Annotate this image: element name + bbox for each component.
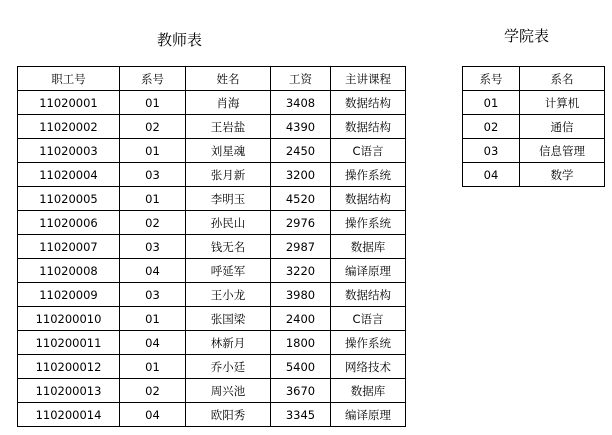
staff-id-cell: 11020008 [18,259,120,283]
salary-cell: 2976 [271,211,331,235]
staff-id-cell: 11020001 [18,91,120,115]
college-table [462,66,605,187]
course-cell: 操作系统 [331,331,406,355]
table-row [463,115,605,139]
staff-id-cell: 11020004 [18,163,120,187]
dept-id-cell: 03 [120,235,186,259]
dept-id-cell: 03 [463,139,520,163]
salary-cell: 2450 [271,139,331,163]
table-row [18,259,406,283]
staff-id-cell: 110200014 [18,403,120,427]
course-cell: 编译原理 [331,259,406,283]
course-cell: 数据库 [331,379,406,403]
table-row [18,235,406,259]
dept-id-cell: 01 [463,91,520,115]
table-row [463,163,605,187]
salary-cell: 3345 [271,403,331,427]
salary-cell: 1800 [271,331,331,355]
table-row [463,91,605,115]
course-cell: C语言 [331,307,406,331]
table-row [18,307,406,331]
salary-cell: 5400 [271,355,331,379]
header-dept-id: 系号 [463,67,520,91]
course-cell: 数据结构 [331,115,406,139]
table-row [18,355,406,379]
dept-name-cell: 通信 [520,115,605,139]
header-salary: 工资 [271,67,331,91]
table-row [18,91,406,115]
staff-id-cell: 110200012 [18,355,120,379]
dept-id-cell: 02 [120,379,186,403]
teacher-table [17,66,406,427]
staff-id-cell: 110200013 [18,379,120,403]
staff-id-cell: 11020009 [18,283,120,307]
name-cell: 林新月 [186,331,271,355]
salary-cell: 2987 [271,235,331,259]
table-row [18,139,406,163]
dept-id-cell: 03 [120,283,186,307]
header-staff-id: 职工号 [18,67,120,91]
name-cell: 周兴池 [186,379,271,403]
name-cell: 王岩盐 [186,115,271,139]
course-cell: 数据结构 [331,283,406,307]
salary-cell: 3670 [271,379,331,403]
salary-cell: 4520 [271,187,331,211]
name-cell: 欧阳秀 [186,403,271,427]
name-cell: 李明玉 [186,187,271,211]
course-cell: 数据结构 [331,187,406,211]
dept-id-cell: 04 [120,331,186,355]
course-cell: 操作系统 [331,211,406,235]
name-cell: 钱无名 [186,235,271,259]
table-row [18,187,406,211]
dept-id-cell: 01 [120,355,186,379]
teacher-header-row [18,67,406,91]
dept-id-cell: 04 [463,163,520,187]
dept-id-cell: 04 [120,259,186,283]
salary-cell: 3980 [271,283,331,307]
dept-id-cell: 01 [120,91,186,115]
salary-cell: 3408 [271,91,331,115]
table-row [463,139,605,163]
dept-id-cell: 01 [120,187,186,211]
dept-id-cell: 02 [120,211,186,235]
dept-id-cell: 01 [120,139,186,163]
salary-cell: 4390 [271,115,331,139]
course-cell: 操作系统 [331,163,406,187]
dept-id-cell: 03 [120,163,186,187]
salary-cell: 3220 [271,259,331,283]
staff-id-cell: 11020005 [18,187,120,211]
course-cell: 数据结构 [331,91,406,115]
header-course: 主讲课程 [331,67,406,91]
table-row [18,211,406,235]
header-dept-id: 系号 [120,67,186,91]
course-cell: 网络技术 [331,355,406,379]
dept-id-cell: 02 [120,115,186,139]
name-cell: 乔小廷 [186,355,271,379]
staff-id-cell: 110200010 [18,307,120,331]
dept-id-cell: 02 [463,115,520,139]
college-header-row [463,67,605,91]
name-cell: 孙民山 [186,211,271,235]
table-row [18,331,406,355]
course-cell: C语言 [331,139,406,163]
header-name: 姓名 [186,67,271,91]
table-row [18,163,406,187]
table-row [18,403,406,427]
table-row [18,283,406,307]
dept-name-cell: 数学 [520,163,605,187]
header-dept-name: 系名 [520,67,605,91]
salary-cell: 2400 [271,307,331,331]
name-cell: 呼延军 [186,259,271,283]
staff-id-cell: 110200011 [18,331,120,355]
table-row [18,379,406,403]
salary-cell: 3200 [271,163,331,187]
staff-id-cell: 11020006 [18,211,120,235]
dept-id-cell: 01 [120,307,186,331]
dept-id-cell: 04 [120,403,186,427]
dept-name-cell: 信息管理 [520,139,605,163]
table-row [18,115,406,139]
name-cell: 张国梁 [186,307,271,331]
name-cell: 刘星魂 [186,139,271,163]
dept-name-cell: 计算机 [520,91,605,115]
name-cell: 肖海 [186,91,271,115]
staff-id-cell: 11020007 [18,235,120,259]
staff-id-cell: 11020003 [18,139,120,163]
teacher-table-title: 教师表 [157,31,203,49]
name-cell: 王小龙 [186,283,271,307]
college-table-title: 学院表 [504,27,550,45]
course-cell: 数据库 [331,235,406,259]
course-cell: 编译原理 [331,403,406,427]
name-cell: 张月新 [186,163,271,187]
staff-id-cell: 11020002 [18,115,120,139]
